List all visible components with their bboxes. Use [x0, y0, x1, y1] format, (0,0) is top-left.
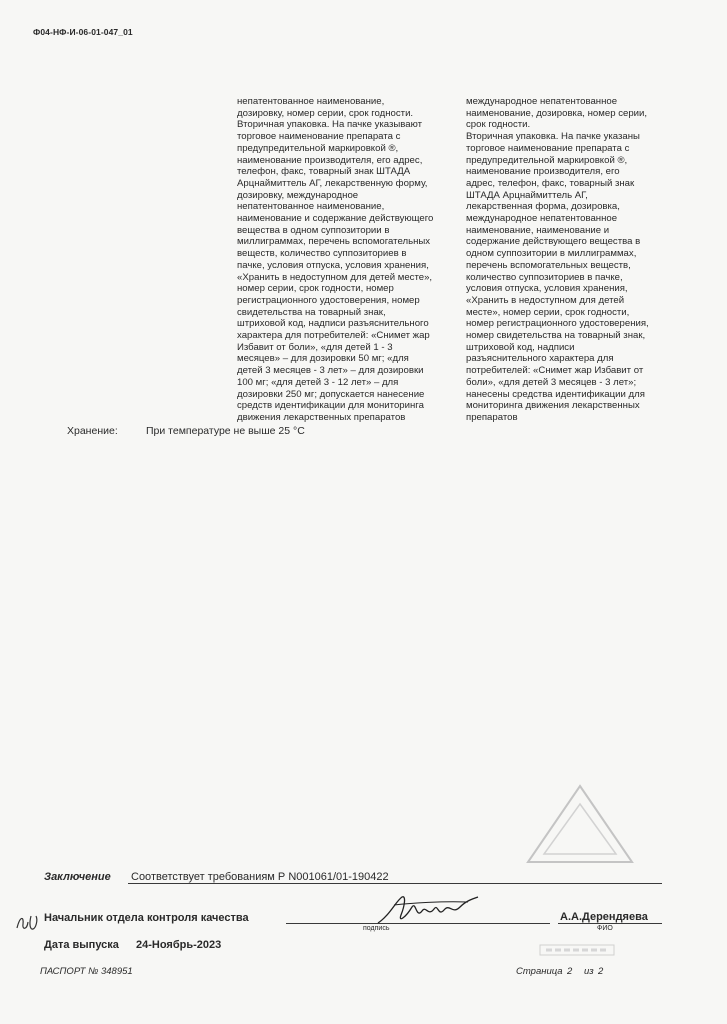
conclusion-value: Соответствует требованиям Р N001061/01-190422 [131, 871, 389, 883]
page-number: 2 [567, 966, 573, 977]
conclusion-label: Заключение [44, 871, 111, 883]
page-total: 2 [598, 966, 604, 977]
faded-triangle-stamp [520, 780, 640, 870]
faded-date-stamp [538, 942, 618, 958]
page-label: Страница [516, 966, 563, 977]
packaging-text-right-column: международное непатентованное наименование, дозировка, номер серии, срок годности. Вторичная упаковка. На пачке указаны торговое наименование препарата с предупредительной маркировкой ®, наименование производителя, его адрес, телефон, факс, товарный знак ШТАДА Арцнаймиттель АГ, лекарственная форма, дозировка, международное непатентованное наименование, наименование и содержание действующего вещества в одном суппозитории в миллиграммах, перечень вспомогательных веществ, количество суппозиториев в пачке, условия отпуска, условия хранения, «Хранить в недоступном для детей месте», номер серии, срок годности, номер регистрационного удостоверения, номер свидетельства на товарный знак, штриховой код, надписи разъяснительного характера для потребителей: «Снимет жар Избавит от боли», «для детей 3 месяцев - 3 лет»; нанесены средства идентификации для мониторинга движения лекарственных препаратов [466, 96, 649, 423]
signatory-name: А.А.Дерендяева [560, 911, 648, 923]
storage-value: При температуре не выше 25 °С [146, 425, 305, 437]
packaging-text-left-column: непатентованное наименование, дозировку, номер серии, срок годности. Вторичная упаковка. На пачке указывают торговое наименование препарата с предупредительной маркировкой ®, наименование производителя, его адрес, телефон, факс, товарный знак ШТАДА Арцнаймиттель АГ, лекарственную форму, дозировку, международное непатентованное наименование, наименование и содержание действующего вещества в одном суппозитории в миллиграммах, перечень вспомогательных веществ, количество суппозиториев в пачке, условия отпуска, условия хранения, «Хранить в недоступном для детей месте», номер серии, срок годности, номер регистрационного удостоверения, номер свидетельства на товарный знак, штриховой код, надписи разъяснительного характера для потребителей: «Снимет жар Избавит от боли», «для детей 1 - 3 месяцев» – для дозировки 50 мг; «для детей 3 месяцев - 3 лет» – для дозировки 100 мг; «для детей 3 - 12 лет» – для дозировки 250 мг; допускается нанесение средств идентификации для мониторинга движения лекарственных препаратов [237, 96, 434, 423]
conclusion-underline [128, 883, 662, 884]
signature-line [286, 923, 550, 924]
name-line [558, 923, 662, 924]
storage-label: Хранение: [67, 425, 118, 437]
issue-date-value: 24-Ноябрь-2023 [136, 939, 222, 951]
signature-caption: подпись [363, 925, 390, 932]
issue-date-label: Дата выпуска [44, 939, 119, 951]
document-code: Ф04-НФ-И-06-01-047_01 [33, 27, 133, 37]
quality-control-head-title: Начальник отдела контроля качества [44, 912, 249, 924]
name-caption: ФИО [597, 925, 613, 932]
handwritten-initials [14, 912, 42, 934]
passport-number: ПАСПОРТ № 348951 [40, 966, 133, 977]
page-of: из [584, 966, 594, 977]
